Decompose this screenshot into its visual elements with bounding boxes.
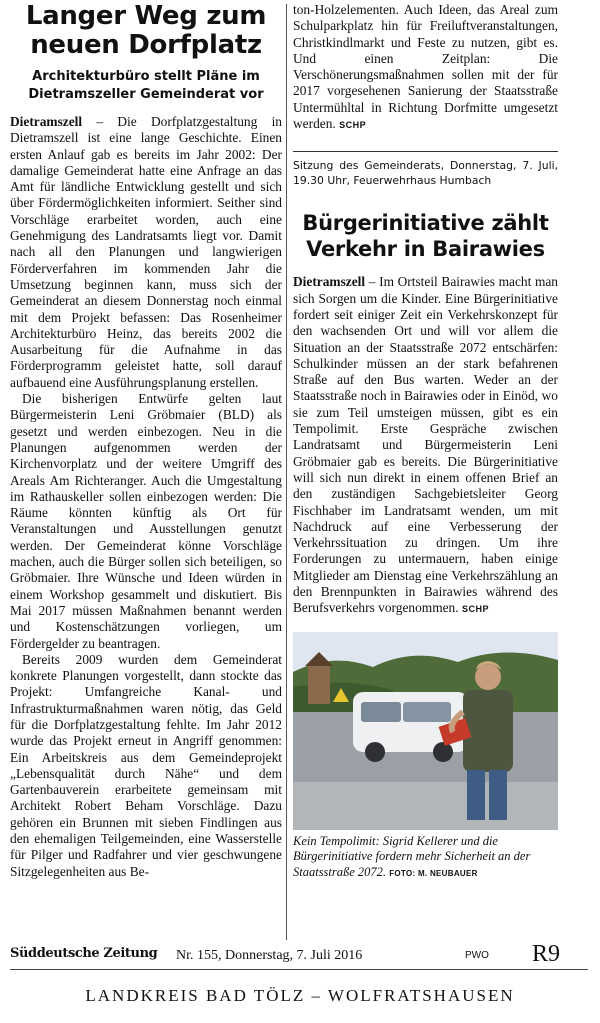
article-body-bairawies: Dietramszell – Im Ortsteil Bairawies macht man sich Sorgen um die Kinder. Eine Bürgerinitiative fordert seit einiger Zeit ein Verkehrskonzept für den wachsenden Ort und will vor allem die Situation an der Staatsstraße 2072 entschärfen: Schulkinder müssen an der stark befahrenen Straße auf den Bus warten. Weder an der Staatsstraße noch in Bairawies oder in Einöd, wo sie zum Teil umsteigen müssen, gibt es ein Tempolimit. Erste Gespräche zwischen Landratsamt und Bürgermeisterin Leni Gröbmaier gab es bereits. Die Bürgerinitiative will sich nun direkt in einem offenen Brief an den zuständigen Sachgebietsleiter Georg Fischhaber im Landratsamt wenden, um mit Nachdruck auf eine Verbesserung der Verkehrssituation zu dringen. Um ihre Forderungen zu untermauern, haben einige Mitglieder am Dienstag eine Verkehrszählung an den Brennpunkten in Bairawies während des Berufsverkehrs vorgenommen. SCHP — [293, 274, 558, 616]
separator-line — [293, 151, 558, 152]
column-divider — [286, 4, 287, 940]
article-subtitle: Architekturbüro stellt Pläne im Dietramszeller Gemeinderat vor — [28, 69, 264, 102]
continuation-text: ton-Holzelementen. Auch Ideen, das Areal zum Schulparkplatz hin für Freiluftveranstaltungen, Christkindlmarkt und Feste zu nutzen, gibt es. Und einen Zeitplan: Die Verschönerungsmaßnahmen sollen mit der für 2017 vorgesehenen Sanierung der Staatsstraße Untermühltal in Richtung Dorfmitte umgesetzt werden. — [293, 2, 558, 132]
author-signature: SCHP — [461, 604, 489, 615]
dateline: Dietramszell — [293, 274, 366, 290]
article-photo — [293, 632, 558, 830]
article-dorfplatz — [10, 2, 282, 880]
article-title: Langer Weg zum neuen Dorfplatz — [25, 1, 267, 60]
section-title: LANDKREIS BAD TÖLZ – WOLFRATSHAUSEN — [85, 986, 515, 1005]
newspaper-logo: Süddeutsche Zeitung — [10, 946, 158, 961]
right-column — [293, 2, 558, 881]
photo-caption: Kein Tempolimit: Sigrid Kellerer und die Bürgerinitiative fordern mehr Sicherheit an der Staatsstraße 2072. FOTO: M. NEUBAUER — [293, 833, 531, 879]
paragraph-1: Dietramszell – Die Dorfplatzgestaltung in Dietramszell ist eine lange Geschichte. Einen ersten Anlauf gab es bereits im Jahr 2002: Der damalige Gemeinderat hatte eine Anfrage an das Amt für ländliche Entwicklung gestellt und sich über Fördermöglichkeiten informiert. Seither sind Vorschläge erarbeitet worden, auch eine Genehmigung des Landratsamts liegt vor. Damit nach all den Planungen und langwierigen Förderverfahren im kommenden Jahr die Umsetzung beginnen kann, muss sich der Gemeinderat an diesem Donnerstag noch einmal mit dem Projekt befassen: Das Rosenheimer Architekturbüro Heinz, das bereits 2002 die Ausarbeitung für die Aufnahme in das Förderprogramm geleistet hatte, soll darauf aufbauend eine Ausführungsplanung erstellen. — [10, 114, 282, 390]
article-title-bairawies: Bürgerinitiative zählt Verkehr in Bairawies — [302, 211, 549, 262]
author-signature: SCHP — [339, 120, 367, 131]
paragraph-3: Bereits 2009 wurden dem Gemeinderat konkrete Planungen vorgestellt, dann stockte das Projekt: Umfangreiche Kanal- und Infrastrukturmaßnahmen waren nötig, das Geld für die Dorfplatzgestaltung fehlte. Im Jahr 2012 wurde das Projekt erneut in Angriff genommen: Ein Arbeitskreis aus dem Gemeindeprojekt „Lebensqualität durch Nähe“ und dem Gartenbauverein erarbeitete gemeinsam mit Architekt Robert Beham Vorschläge. Dazu gehören ein Brunnen mit sieben Findlingen aus den ehemaligen Teilgemeinden, eine Wasserstelle für Pilger und Radfahrer und vier geschwungene Sitzgelegenheiten aus Be- — [10, 651, 282, 879]
issue-info: Nr. 155, Donnerstag, 7. Juli 2016 — [176, 948, 363, 963]
edition-code: PWO — [465, 950, 489, 961]
photo-street-scene — [293, 632, 558, 830]
article-body — [10, 114, 282, 880]
paragraph-2: Die bisherigen Entwürfe gelten laut Bürgermeisterin Leni Gröbmaier (BLD) als gesetzt und werden einbezogen. Neu in die Planungen aufgenommen werden der Kirchenvorplatz und der weitere Umgriff des Areals Am Richteranger. Auch die Umgestaltung im Rathauskeller sollen einbezogen werden: Die Räume könnten künftig als Ort für Veranstaltungen und Ausstellungen genutzt werden. Der Gemeinderat könne Vorschläge machen, auch die Bürger sollen sich beteiligen, so Gröbmaier. Ihre Wünsche und Ideen würden in einem Workshop gesammelt und diskutiert. Bis Mai 2017 müssen Maßnahmen benannt werden und Kostenschätzungen vorliegen, um Fördergelder zu beantragen. — [10, 391, 282, 651]
page-footer — [10, 941, 588, 970]
photo-credit: FOTO: M. NEUBAUER — [389, 868, 478, 878]
meeting-info: Sitzung des Gemeinderats, Donnerstag, 7. Juli, 19.30 Uhr, Feuerwehrhaus Humbach — [293, 159, 558, 188]
article-continuation — [293, 2, 558, 133]
dateline: Dietramszell — [10, 114, 83, 129]
page-number: R9 — [532, 941, 561, 967]
